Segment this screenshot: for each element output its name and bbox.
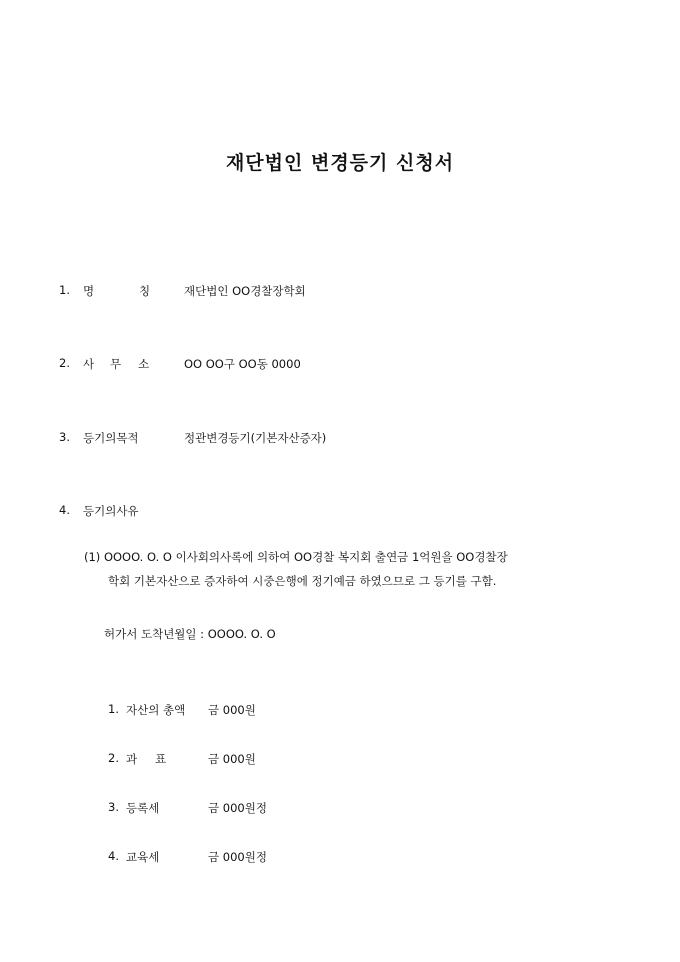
field-label-part: 무 <box>110 357 122 371</box>
permit-date: 허가서 도착년월일 : OOOO. O. O <box>104 627 276 641</box>
page-title: 재단법인 변경등기 신청서 <box>225 152 455 174</box>
field-label-part: 소 <box>138 357 150 371</box>
field-number: 3. <box>59 430 70 444</box>
field-value: OO OO구 OO동 0000 <box>184 357 301 371</box>
field-value: 정관변경등기(기본자산증자) <box>184 431 327 445</box>
fee-number: 3. <box>108 800 119 814</box>
field-label: 등기의사유 <box>83 504 139 518</box>
fee-number: 1. <box>108 702 119 716</box>
fee-value: 금 000원정 <box>208 801 267 815</box>
field-label-part: 명 <box>83 284 95 298</box>
reason-paragraph <box>84 545 644 593</box>
fee-number: 4. <box>108 849 119 863</box>
reason-line-1: (1) OOOO. O. O 이사회의사록에 의하여 OO경찰 복지회 출연금 1억원을 OO경찰장 <box>84 550 508 564</box>
fee-label-part: 표 <box>155 752 167 766</box>
field-number: 4. <box>59 503 70 517</box>
fee-value: 금 000원 <box>208 752 256 766</box>
fee-label: 자산의 총액 <box>126 703 186 717</box>
fee-label: 교육세 <box>126 850 160 864</box>
fee-label: 등록세 <box>126 801 160 815</box>
field-number: 1. <box>59 283 70 297</box>
fee-value: 금 000원정 <box>208 850 267 864</box>
field-label: 등기의목적 <box>83 431 139 445</box>
field-label-part: 칭 <box>139 284 151 298</box>
field-number: 2. <box>59 356 70 370</box>
field-label-part: 사 <box>83 357 95 371</box>
fee-number: 2. <box>108 751 119 765</box>
fee-label-part: 과 <box>126 752 138 766</box>
reason-line-2: 학회 기본자산으로 증자하여 시중은행에 정기예금 하였으므로 그 등기를 구함. <box>108 574 497 588</box>
fee-value: 금 000원 <box>208 703 256 717</box>
field-value: 재단법인 OO경찰장학회 <box>184 284 306 298</box>
